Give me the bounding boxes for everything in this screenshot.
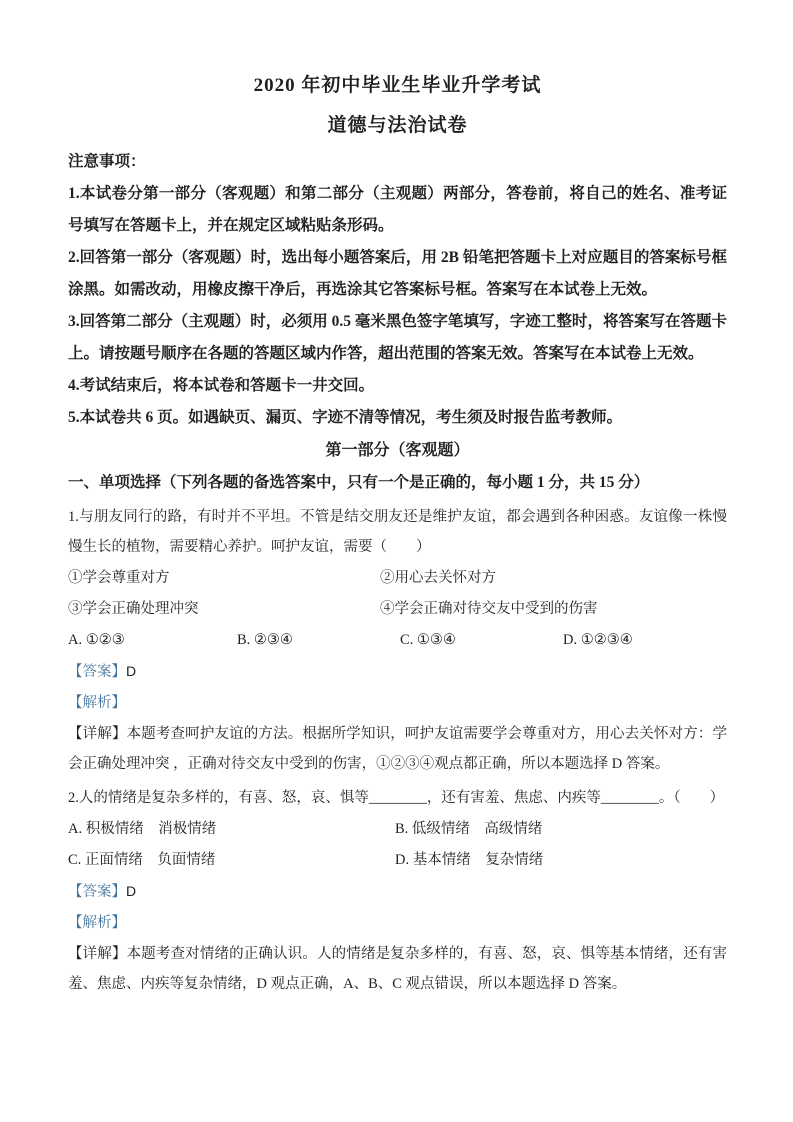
question-2-choices-row-1	[68, 814, 727, 844]
exam-title: 2020 年初中毕业生毕业升学考试	[253, 75, 542, 96]
answer-label: 【答案】	[68, 884, 126, 900]
question-2-detail: 【详解】本题考查对情绪的正确认识。人的情绪是复杂多样的，有喜、怒，哀、惧等基本情绪，还有害羞、焦虑、内疾等复杂情绪，D 观点正确，A、B、C 观点错误，所以本题选择 D 答案。	[68, 946, 727, 992]
analysis-label: 【解析】	[68, 915, 126, 931]
notice-item-4: 4.考试结束后，将本试卷和答题卡一井交回。	[68, 377, 375, 394]
question-1-option-4: ④学会正确对待交友中受到的伤害	[380, 601, 598, 617]
question-1-choices-row	[68, 625, 727, 655]
question-2-choice-b: B. 低级情绪 高级情绪	[395, 821, 543, 837]
question-2	[68, 783, 727, 999]
answer-label: 【答案】	[68, 664, 126, 680]
question-2-choice-c: C. 正面情绪 负面情绪	[68, 852, 216, 868]
notice-item-1: 1.本试卷分第一部分（客观题）和第二部分（主观题）两部分，答卷前，将自己的姓名、准考证号填写在答题卡上，并在规定区域粘贴条形码。	[68, 185, 727, 234]
question-2-answer-line	[68, 876, 727, 907]
question-1-choice-d: D. ①②③④	[563, 632, 633, 648]
question-1-option-2: ②用心去关怀对方	[380, 570, 496, 586]
question-1	[68, 502, 727, 779]
notice-heading: 注意事项：	[68, 153, 146, 170]
question-2-choice-d: D. 基本情绪 复杂情绪	[395, 852, 544, 868]
exam-subtitle: 道德与法治试卷	[327, 115, 468, 136]
question-1-detail: 【详解】本题考查呵护友谊的方法。根据所学知识，呵护友谊需要学会尊重对方，用心去关怀对方：学会正确处理冲突 ，正确对待交友中受到的伤害，①②③④观点都正确，所以本题选择 D 答案。	[68, 726, 727, 772]
question-1-option-row-2	[68, 594, 727, 624]
question-2-analysis-line	[68, 908, 727, 938]
answer-value: D	[126, 883, 137, 899]
question-1-option-1: ①学会尊重对方	[68, 570, 170, 586]
question-1-option-3: ③学会正确处理冲突	[68, 601, 199, 617]
question-1-choice-b: B. ②③④	[237, 632, 293, 648]
question-1-choice-c: C. ①③④	[400, 632, 456, 648]
question-1-answer-line	[68, 656, 727, 687]
notice-item-2: 2.回答第一部分（客观题）时，选出每小题答案后，用 2B 铅笔把答题卡上对应题目的答案标号框涂黑。如需改动，用橡皮擦干净后，再选涂其它答案标号框。答案写在本试卷上无效。	[68, 249, 727, 298]
question-2-choices-row-2	[68, 845, 727, 875]
question-2-stem: 2.人的情绪是复杂多样的，有喜、怒，哀、惧等________，还有害羞、焦虑、内疾等________。（ ）	[68, 790, 725, 806]
analysis-label: 【解析】	[68, 695, 126, 711]
section1-heading: 一、单项选择（下列各题的备选答案中，只有一个是正确的，每小题 1 分，共 15 分）	[68, 474, 650, 491]
notice-item-5: 5.本试卷共 6 页。如遇缺页、漏页、字迹不清等情况，考生须及时报告监考教师。	[68, 409, 623, 426]
question-1-analysis-line	[68, 688, 727, 718]
question-1-stem: 1.与朋友同行的路，有时并不平坦。不管是结交朋友还是维护友谊，都会遇到各种困惑。友谊像一株慢慢生长的植物，需要精心养护。呵护友谊，需要（ ）	[68, 509, 727, 555]
question-2-choice-a: A. 积极情绪 消极情绪	[68, 821, 217, 837]
question-1-choice-a: A. ①②③	[68, 632, 125, 648]
question-1-option-row-1	[68, 563, 727, 593]
answer-value: D	[126, 663, 137, 679]
notice-item-3: 3.回答第二部分（主观题）时，必须用 0.5 毫米黑色签字笔填写，字迹工整时，将答案写在答题卡上。请按题号顺序在各题的答题区域内作答，超出范围的答案无效。答案写在本试卷上无效。	[68, 313, 727, 362]
part1-heading: 第一部分（客观题）	[325, 442, 470, 459]
